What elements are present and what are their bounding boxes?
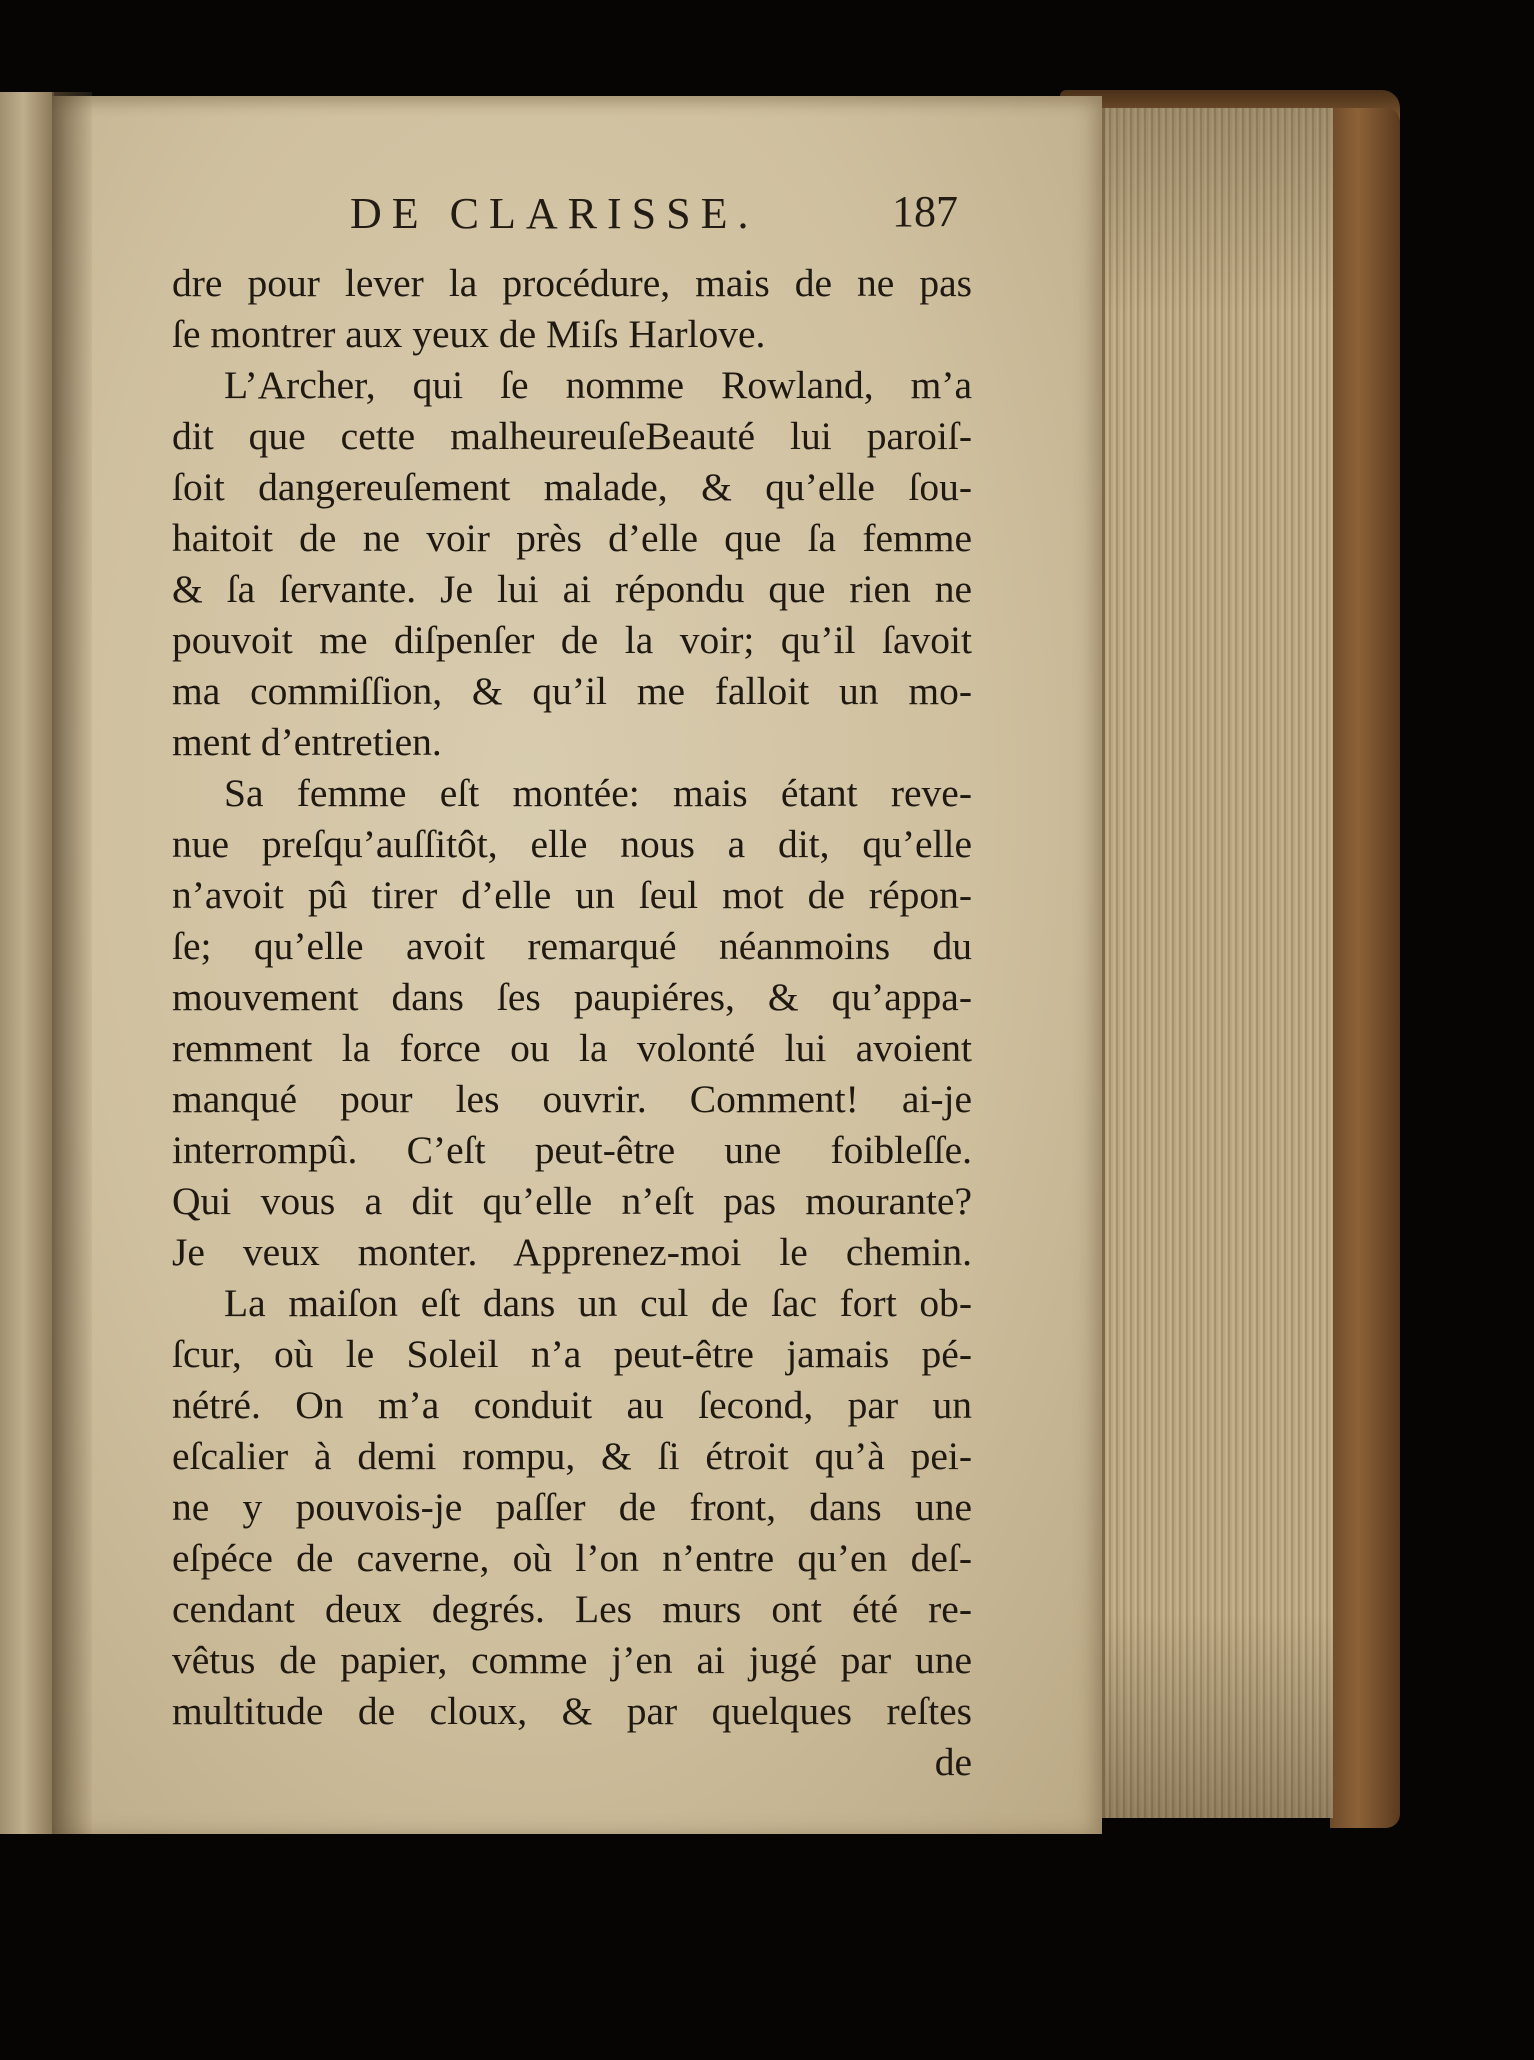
facing-page-edge bbox=[0, 92, 54, 1834]
text-line: mouvement dans ſes paupiéres, & qu’appa- bbox=[172, 975, 972, 1019]
text-line: ſoit dangereuſement malade, & qu’elle ſou- bbox=[172, 465, 972, 509]
text-line: dre pour lever la procédure, mais de ne pas bbox=[172, 261, 972, 305]
gutter-shadow bbox=[52, 92, 92, 1834]
text-line: manqué pour les ouvrir. Comment! ai-je bbox=[172, 1077, 972, 1121]
text-line: La maiſon eſt dans un cul de ſac fort ob- bbox=[224, 1281, 972, 1325]
text-line: & ſa ſervante. Je lui ai répondu que rien ne bbox=[172, 567, 972, 611]
text-line: ſcur, où le Soleil n’a peut-être jamais pé- bbox=[172, 1332, 972, 1376]
text-line: Je veux monter. Apprenez-moi le chemin. bbox=[172, 1230, 972, 1274]
text-line: eſpéce de caverne, où l’on n’entre qu’en deſ- bbox=[172, 1536, 972, 1580]
text-line: ma commiſſion, & qu’il me falloit un mo- bbox=[172, 669, 972, 713]
text-line: vêtus de papier, comme j’en ai jugé par une bbox=[172, 1638, 972, 1682]
text-line: Qui vous a dit qu’elle n’eſt pas mourante? bbox=[172, 1179, 972, 1223]
text-line: L’Archer, qui ſe nomme Rowland, m’a bbox=[224, 363, 972, 407]
text-line: ment d’entretien. bbox=[172, 720, 442, 764]
running-head: DE CLARISSE. bbox=[350, 189, 759, 238]
text-line: nétré. On m’a conduit au ſecond, par un bbox=[172, 1383, 972, 1427]
text-line: Sa femme eſt montée: mais étant reve- bbox=[224, 771, 972, 815]
text-line: eſcalier à demi rompu, & ſi étroit qu’à pei- bbox=[172, 1434, 972, 1478]
book-cover-edge bbox=[1330, 108, 1400, 1828]
page-number: 187 bbox=[892, 187, 958, 236]
text-line: haitoit de ne voir près d’elle que ſa femme bbox=[172, 516, 972, 560]
text-line: pouvoit me diſpenſer de la voir; qu’il ſavoit bbox=[172, 618, 972, 662]
text-line: dit que cette malheureuſeBeauté lui paroiſ- bbox=[172, 414, 972, 458]
text-line: n’avoit pû tirer d’elle un ſeul mot de répon- bbox=[172, 873, 972, 917]
text-line: interrompû. C’eſt peut-être une foibleſſe. bbox=[172, 1128, 972, 1172]
catchword: de bbox=[934, 1740, 972, 1784]
text-line: cendant deux degrés. Les murs ont été re- bbox=[172, 1587, 972, 1631]
page-edges bbox=[1102, 108, 1333, 1818]
text-line: multitude de cloux, & par quelques reſtes bbox=[172, 1689, 972, 1733]
text-block bbox=[172, 258, 972, 1788]
text-line: nue preſqu’auſſitôt, elle nous a dit, qu’elle bbox=[172, 822, 972, 866]
text-line: ſe; qu’elle avoit remarqué néanmoins du bbox=[172, 924, 972, 968]
text-line: ne y pouvois-je paſſer de front, dans une bbox=[172, 1485, 972, 1529]
text-line: ſe montrer aux yeux de Miſs Harlove. bbox=[172, 312, 766, 356]
text-line: remment la force ou la volonté lui avoient bbox=[172, 1026, 972, 1070]
